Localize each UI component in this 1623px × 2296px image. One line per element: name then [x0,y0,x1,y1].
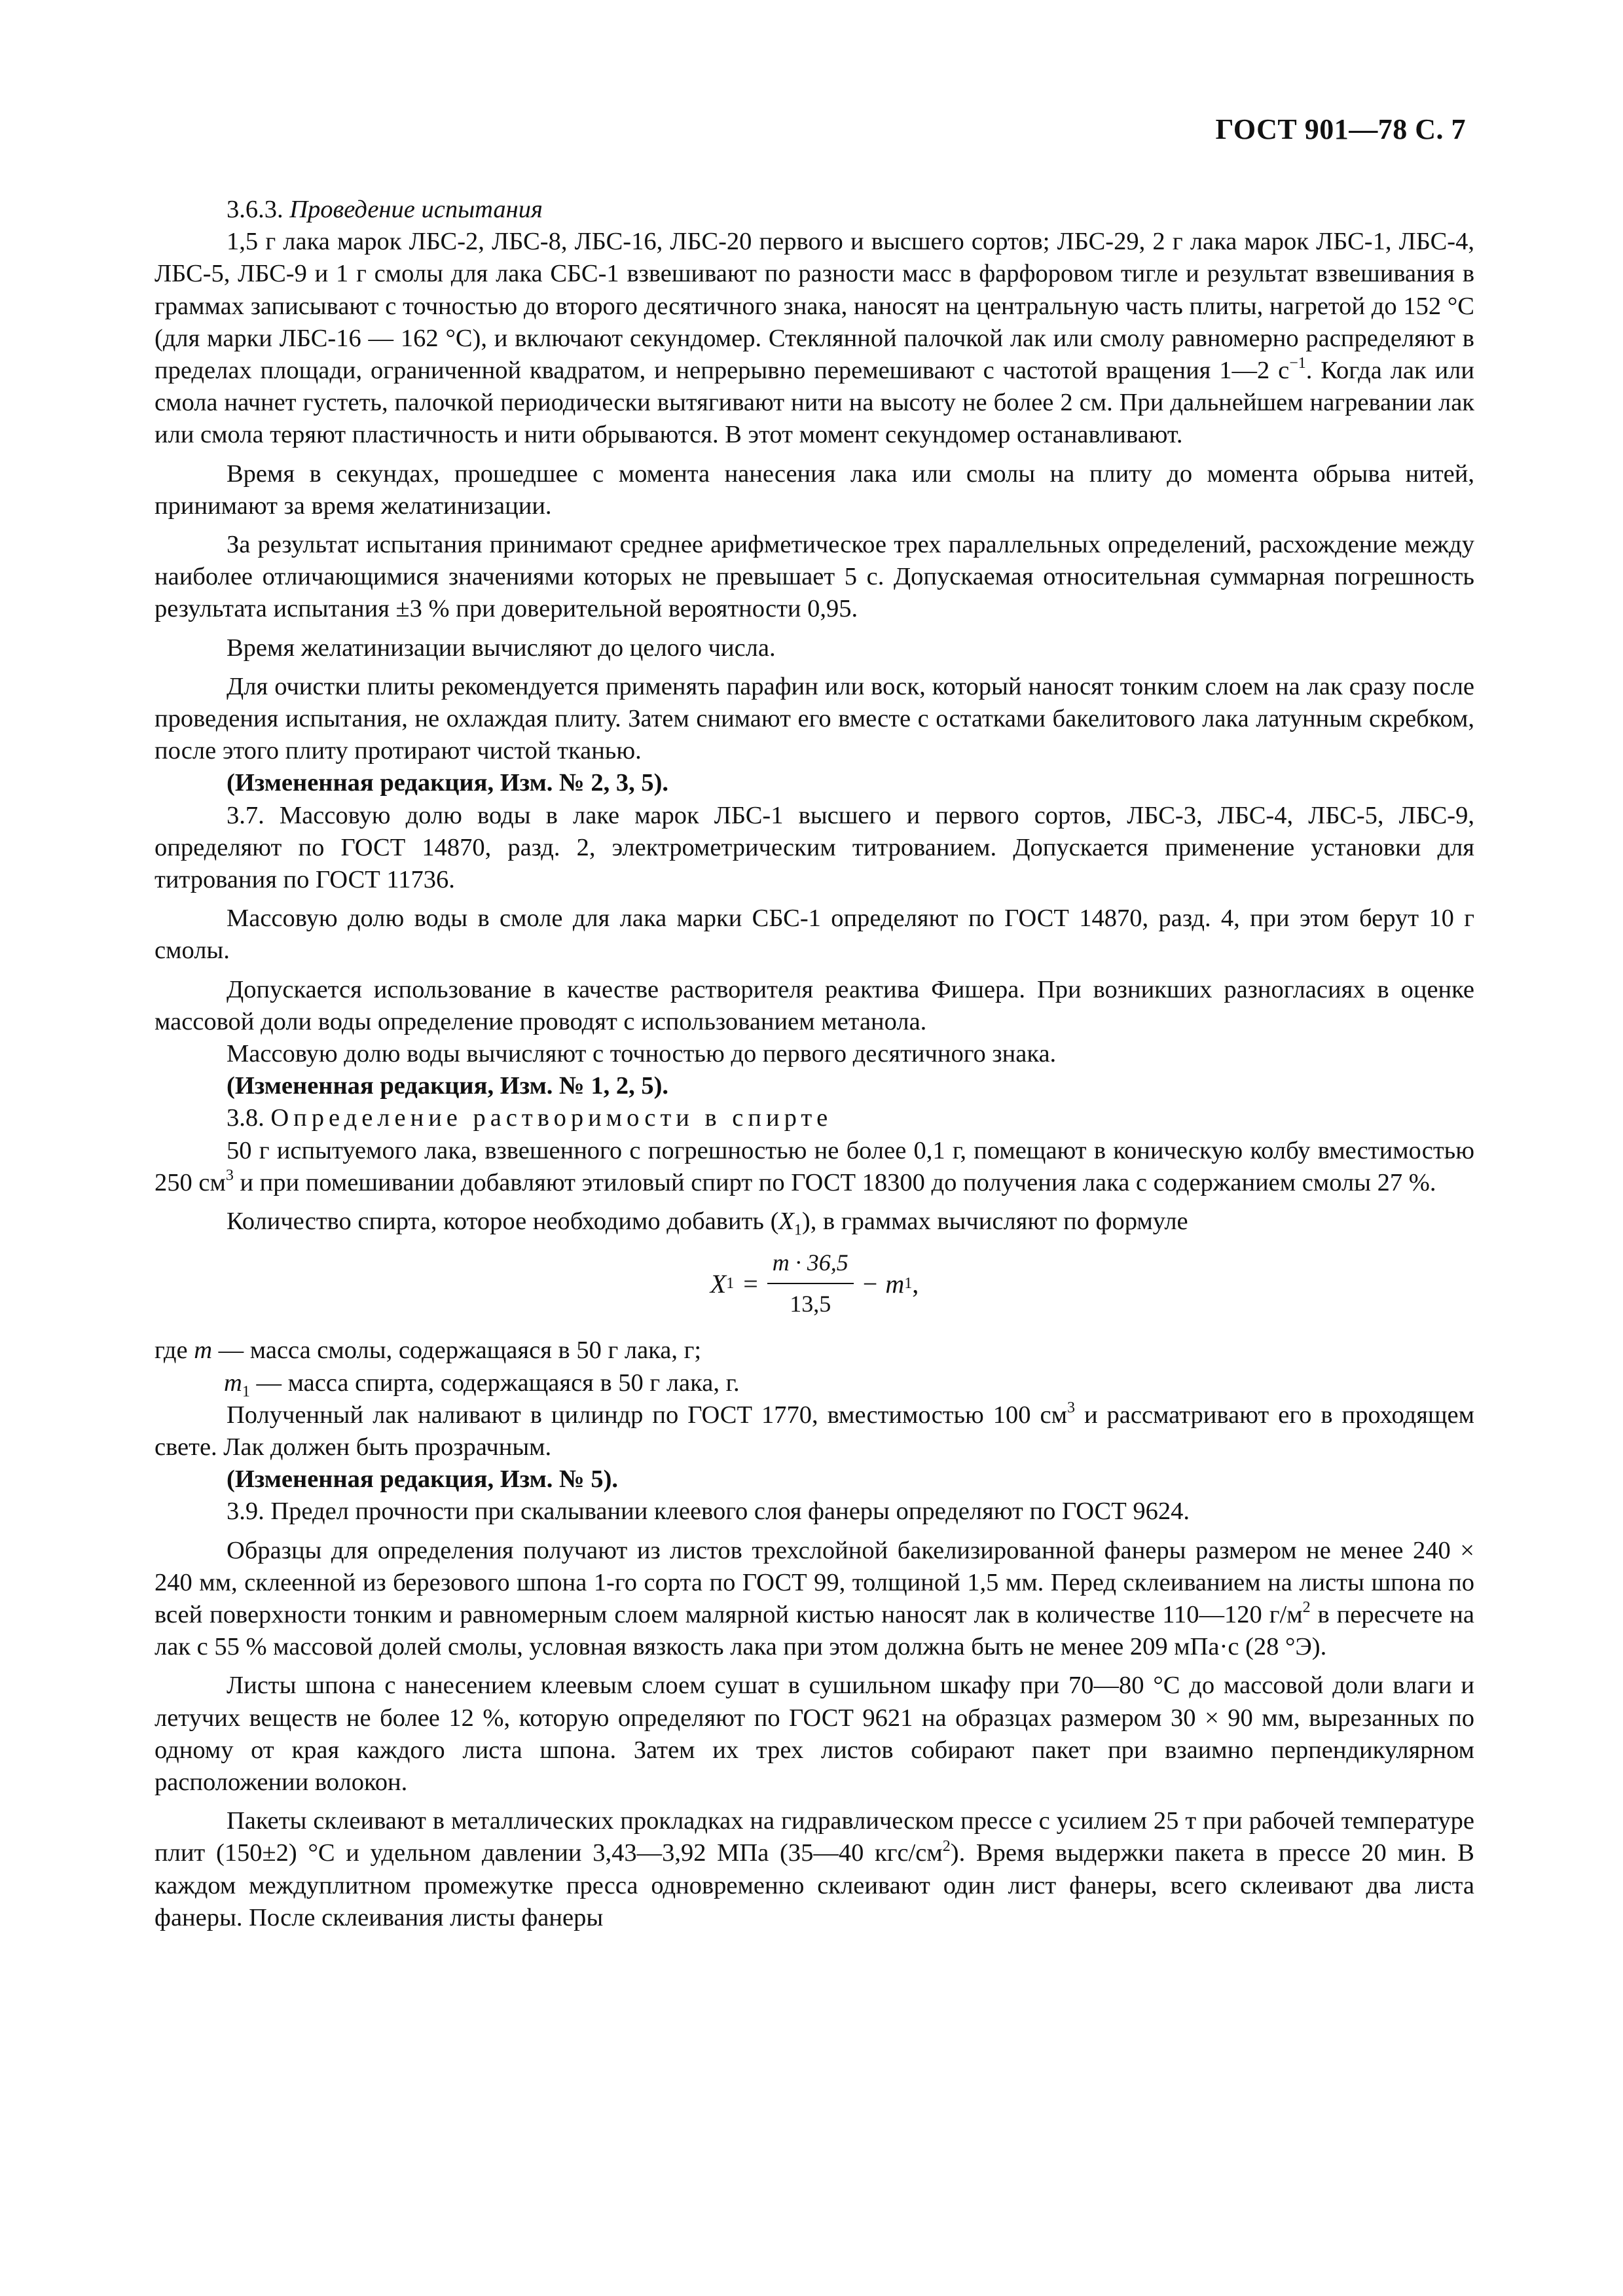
paragraph: Время желатинизации вычисляют до целого числа. [227,634,776,662]
text-run: Пакеты склеивают в металлических прокладках на гидравлическом прессе с усилием 25 т при рабочей температуре плит (150±2) °С и удельном давлении 3,43—3,92 МПа (35—40 кгс/см [155,1807,1474,1867]
section-heading-3-6-3 [155,194,1474,226]
paragraph: 3.7. Массовую долю воды в лаке марок ЛБС-1 высшего и первого сортов, ЛБС-3, ЛБС-4, ЛБС-5, ЛБС-9, определяют по ГОСТ 14870, разд. 2, электрометрическим титрованием. Допускается применение установки для титрования по ГОСТ 11736. [155,801,1474,894]
paragraph: Время в секундах, прошедшее с момента нанесения лака или смолы на плиту до момента обрыва нитей, принимают за время желатинизации. [155,459,1474,520]
subscript: 1 [793,1221,802,1239]
paragraph: 3.9. Предел прочности при скалывании клеевого слоя фанеры определяют по ГОСТ 9624. [227,1498,1190,1526]
paragraph: Массовую долю воды вычисляют с точностью до первого десятичного знака. [227,1040,1057,1068]
revision-note: (Измененная редакция, Изм. № 2, 3, 5). [227,769,669,797]
superscript: 3 [225,1167,234,1185]
formula-lhs-var: X [710,1268,727,1299]
text-run: Полученный лак наливают в цилиндр по ГОСТ 1770, вместимостью 100 см [227,1401,1067,1429]
formula-minus: − [862,1268,878,1299]
running-head: ГОСТ 901—78 С. 7 [1215,113,1466,145]
text-run: в пересчете на лак с 55 % массовой долей смолы, условная вязкость лака при этом должна быть не менее 209 мПа·с (28 °Э). [155,1600,1474,1661]
text-run: и при помешивании добавляют этиловый спирт по ГОСТ 18300 до получения лака с содержанием смолы 27 %. [233,1168,1436,1196]
formula-legend-m1 [155,1367,1474,1399]
paragraph [155,1399,1474,1463]
formula-end: , [912,1268,919,1299]
revision-note: (Измененная редакция, Изм. № 1, 2, 5). [227,1072,669,1100]
paragraph: Допускается использование в качестве растворителя реактива Фишера. При возникших разногласиях в оценке массовой доли воды определение проводят с использованием метанола. [155,975,1474,1035]
paragraph [155,226,1474,451]
section-number: 3.6.3. [227,196,283,223]
text-run: Образцы для определения получают из листов трехслойной бакелизированной фанеры размером не менее 240 × 240 мм, склеенной из березового шпона 1-го сорта по ГОСТ 99, толщиной 1,5 мм. Перед склеиванием на листы шпона по всей поверхности тонким и равномерным слоем малярной кистью наносят лак в количестве 110—120 г/м [155,1536,1474,1628]
superscript: −1 [1289,355,1306,372]
superscript: 3 [1067,1399,1075,1416]
formula-legend-m [155,1335,1474,1367]
paragraph: Для очистки плиты рекомендуется применять парафин или воск, который наносят тонким слоем на лак сразу после проведения испытания, не охлаждая плиту. Затем снимают его вместе с остатками бакелитового лака латунным скребком, после этого плиту протирают чистой тканью. [155,672,1474,765]
formula-denominator: 13,5 [790,1291,831,1318]
formula-rhs-var: m [885,1268,905,1299]
paragraph: За результат испытания принимают среднее арифметическое трех параллельных определений, расхождение между наиболее отличающимися значениями которых не превышает 5 с. Допускаемая относительная суммарная погрешность результата испытания ±3 % при доверительной вероятности 0,95. [155,531,1474,623]
paragraph: Листы шпона с нанесением клеевым слоем сушат в сушильном шкафу при 70—80 °С до массовой доли влаги и летучих веществ не более 12 %, которую определяют по ГОСТ 9621 на образцах размером 30 × 90 мм, вырезанных по одному от края каждого листа шпона. Затем их трех листов собирают пакет при взаимно перпендикулярном расположении волокон. [155,1672,1474,1796]
text-run: — масса спирта, содержащаяся в 50 г лака, г. [249,1369,740,1397]
section-title: Определение растворимости в спирте [270,1104,833,1132]
variable: m [224,1369,242,1397]
text-run: и рассматривают его в проходящем свете. Лак должен быть прозрачным. [155,1401,1474,1461]
formula-fraction [767,1247,854,1320]
section-number: 3.8. [227,1104,264,1132]
text-run: 1,5 г лака марок ЛБС-2, ЛБС-8, ЛБС-16, ЛБС-20 первого и высшего сортов; ЛБС-29, 2 г лака марок ЛБС-1, ЛБС-4, ЛБС-5, ЛБС-9 и 1 г смолы для лака СБС-1 взвешивают по разности масс в фарфоровом тигле и результат взвешивания в граммах записывают с точностью до второго десятичного знака, наносят на центральную часть плиты, нагретой до 152 °С (для марки ЛБС-16 — 162 °С), и включают секундомер. Стеклянной палочкой лак или смолу равномерно распределяют в пределах площади, ограниченной квадратом, и непрерывно перемешивают с частотой вращения 1—2 с [155,228,1474,385]
variable: m [194,1336,212,1365]
revision-note: (Измененная редакция, Изм. № 5). [227,1465,619,1494]
paragraph [155,1805,1474,1934]
formula-x1: X 1 = $\frac{m \cdot 36,5}{13,5}$ − m 1 , [155,1244,1474,1323]
text-run: — масса смолы, содержащаяся в 50 г лака, г; [212,1336,702,1365]
document-body [155,194,1474,1934]
section-heading-3-8 [155,1102,1474,1134]
text-run: Количество спирта, которое необходимо добавить ( [227,1208,779,1236]
paragraph [155,1206,1474,1238]
text-run: 50 г испытуемого лака, взвешенного с погрешностью не более 0,1 г, помещают в коническую колбу вместимостью 250 см [155,1136,1474,1196]
text-run: где [155,1336,194,1365]
subscript: 1 [242,1383,250,1401]
formula-numerator: m · 36,5 [767,1247,854,1284]
paragraph: Массовую долю воды в смоле для лака марки СБС-1 определяют по ГОСТ 14870, разд. 4, при этом берут 10 г смолы. [155,905,1474,965]
text-run: ). Время выдержки пакета в прессе 20 мин. В каждом междуплитном промежутке пресса одновременно склеивают один лист фанеры, всего склеивают два листа фанеры. После склеивания листы фанеры [155,1839,1474,1931]
section-title: Проведение испытания [289,196,543,223]
variable: X [778,1208,794,1236]
paragraph [155,1135,1474,1199]
superscript: 2 [1302,1599,1311,1617]
text-run: ), в граммах вычисляют по формуле [801,1208,1188,1236]
superscript: 2 [942,1837,951,1855]
text-run: . Когда лак или смола начнет густеть, палочкой периодически вытягивают нити на высоту не более 2 см. При дальнейшем нагревании лак или смола теряют пластичность и нити обрываются. В этот момент секундомер останавливают. [155,357,1474,449]
formula-equals: = [743,1268,758,1299]
paragraph [155,1535,1474,1664]
